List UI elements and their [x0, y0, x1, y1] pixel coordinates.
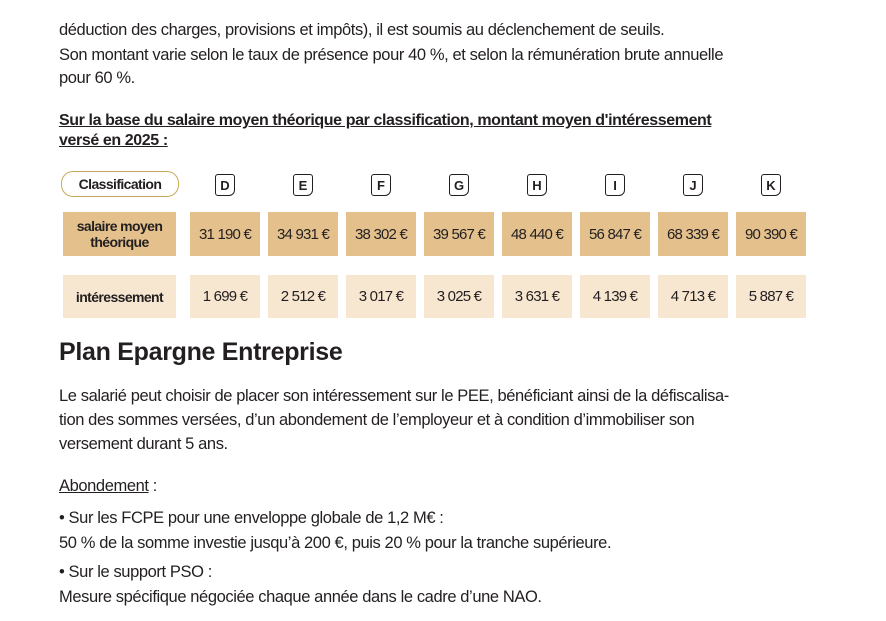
class-header-f: F [371, 174, 391, 196]
bullet-title: • Sur le support PSO : [59, 563, 212, 581]
class-header-e: E [293, 174, 313, 196]
intro-line: Son montant varie selon le taux de présence pour 40 %, et selon la rémunération brute annuelle [59, 46, 724, 64]
row-label-salary: salaire moyen théorique [63, 212, 176, 256]
pee-paragraph-line: versement durant 5 ans. [59, 435, 228, 453]
bullet-text: Mesure spécifique négociée chaque année dans le cadre d’une NAO. [59, 588, 542, 606]
classification-label: Classification [61, 171, 179, 197]
intro-line: déduction des charges, provisions et impôts), il est soumis au déclenchement de seuils. [59, 21, 665, 39]
bullet-text: 50 % de la somme investie jusqu’à 200 €, puis 20 % pour la tranche supérieure. [59, 534, 612, 552]
interest-cell: 3 631 € [502, 275, 572, 318]
interest-cell: 1 699 € [190, 275, 260, 318]
salary-cell: 48 440 € [502, 212, 572, 256]
salary-cell: 56 847 € [580, 212, 650, 256]
abondement-label: Abondement [59, 477, 149, 495]
salary-cell: 31 190 € [190, 212, 260, 256]
class-header-g: G [449, 174, 469, 196]
table-title: versé en 2025 : [59, 132, 168, 149]
class-header-k: K [761, 174, 781, 196]
salary-cell: 34 931 € [268, 212, 338, 256]
interest-cell: 3 025 € [424, 275, 494, 318]
class-header-d: D [215, 174, 235, 196]
colon: : [148, 477, 157, 495]
section-title: Plan Epargne Entreprise [59, 338, 343, 366]
class-header-h: H [527, 174, 547, 196]
interest-cell: 4 713 € [658, 275, 728, 318]
abondement-heading [59, 475, 157, 498]
pee-paragraph-line: Le salarié peut choisir de placer son intéressement sur le PEE, bénéficiant ainsi de la défiscalisa- [59, 387, 729, 405]
salary-cell: 39 567 € [424, 212, 494, 256]
class-header-j: J [683, 174, 703, 196]
interest-cell: 2 512 € [268, 275, 338, 318]
interest-cell: 4 139 € [580, 275, 650, 318]
salary-cell: 38 302 € [346, 212, 416, 256]
table-title: Sur la base du salaire moyen théorique par classification, montant moyen d'intéressement [59, 112, 712, 129]
pee-paragraph-line: tion des sommes versées, d’un abondement de l’employeur et à condition d’immobiliser son [59, 411, 695, 429]
salary-cell: 68 339 € [658, 212, 728, 256]
interest-cell: 3 017 € [346, 275, 416, 318]
row-label-interest: intéressement [63, 275, 176, 318]
intro-line: pour 60 %. [59, 69, 135, 87]
bullet-title: • Sur les FCPE pour une enveloppe globale de 1,2 M€ : [59, 509, 444, 527]
class-header-i: I [605, 174, 625, 196]
interest-cell: 5 887 € [736, 275, 806, 318]
salary-cell: 90 390 € [736, 212, 806, 256]
